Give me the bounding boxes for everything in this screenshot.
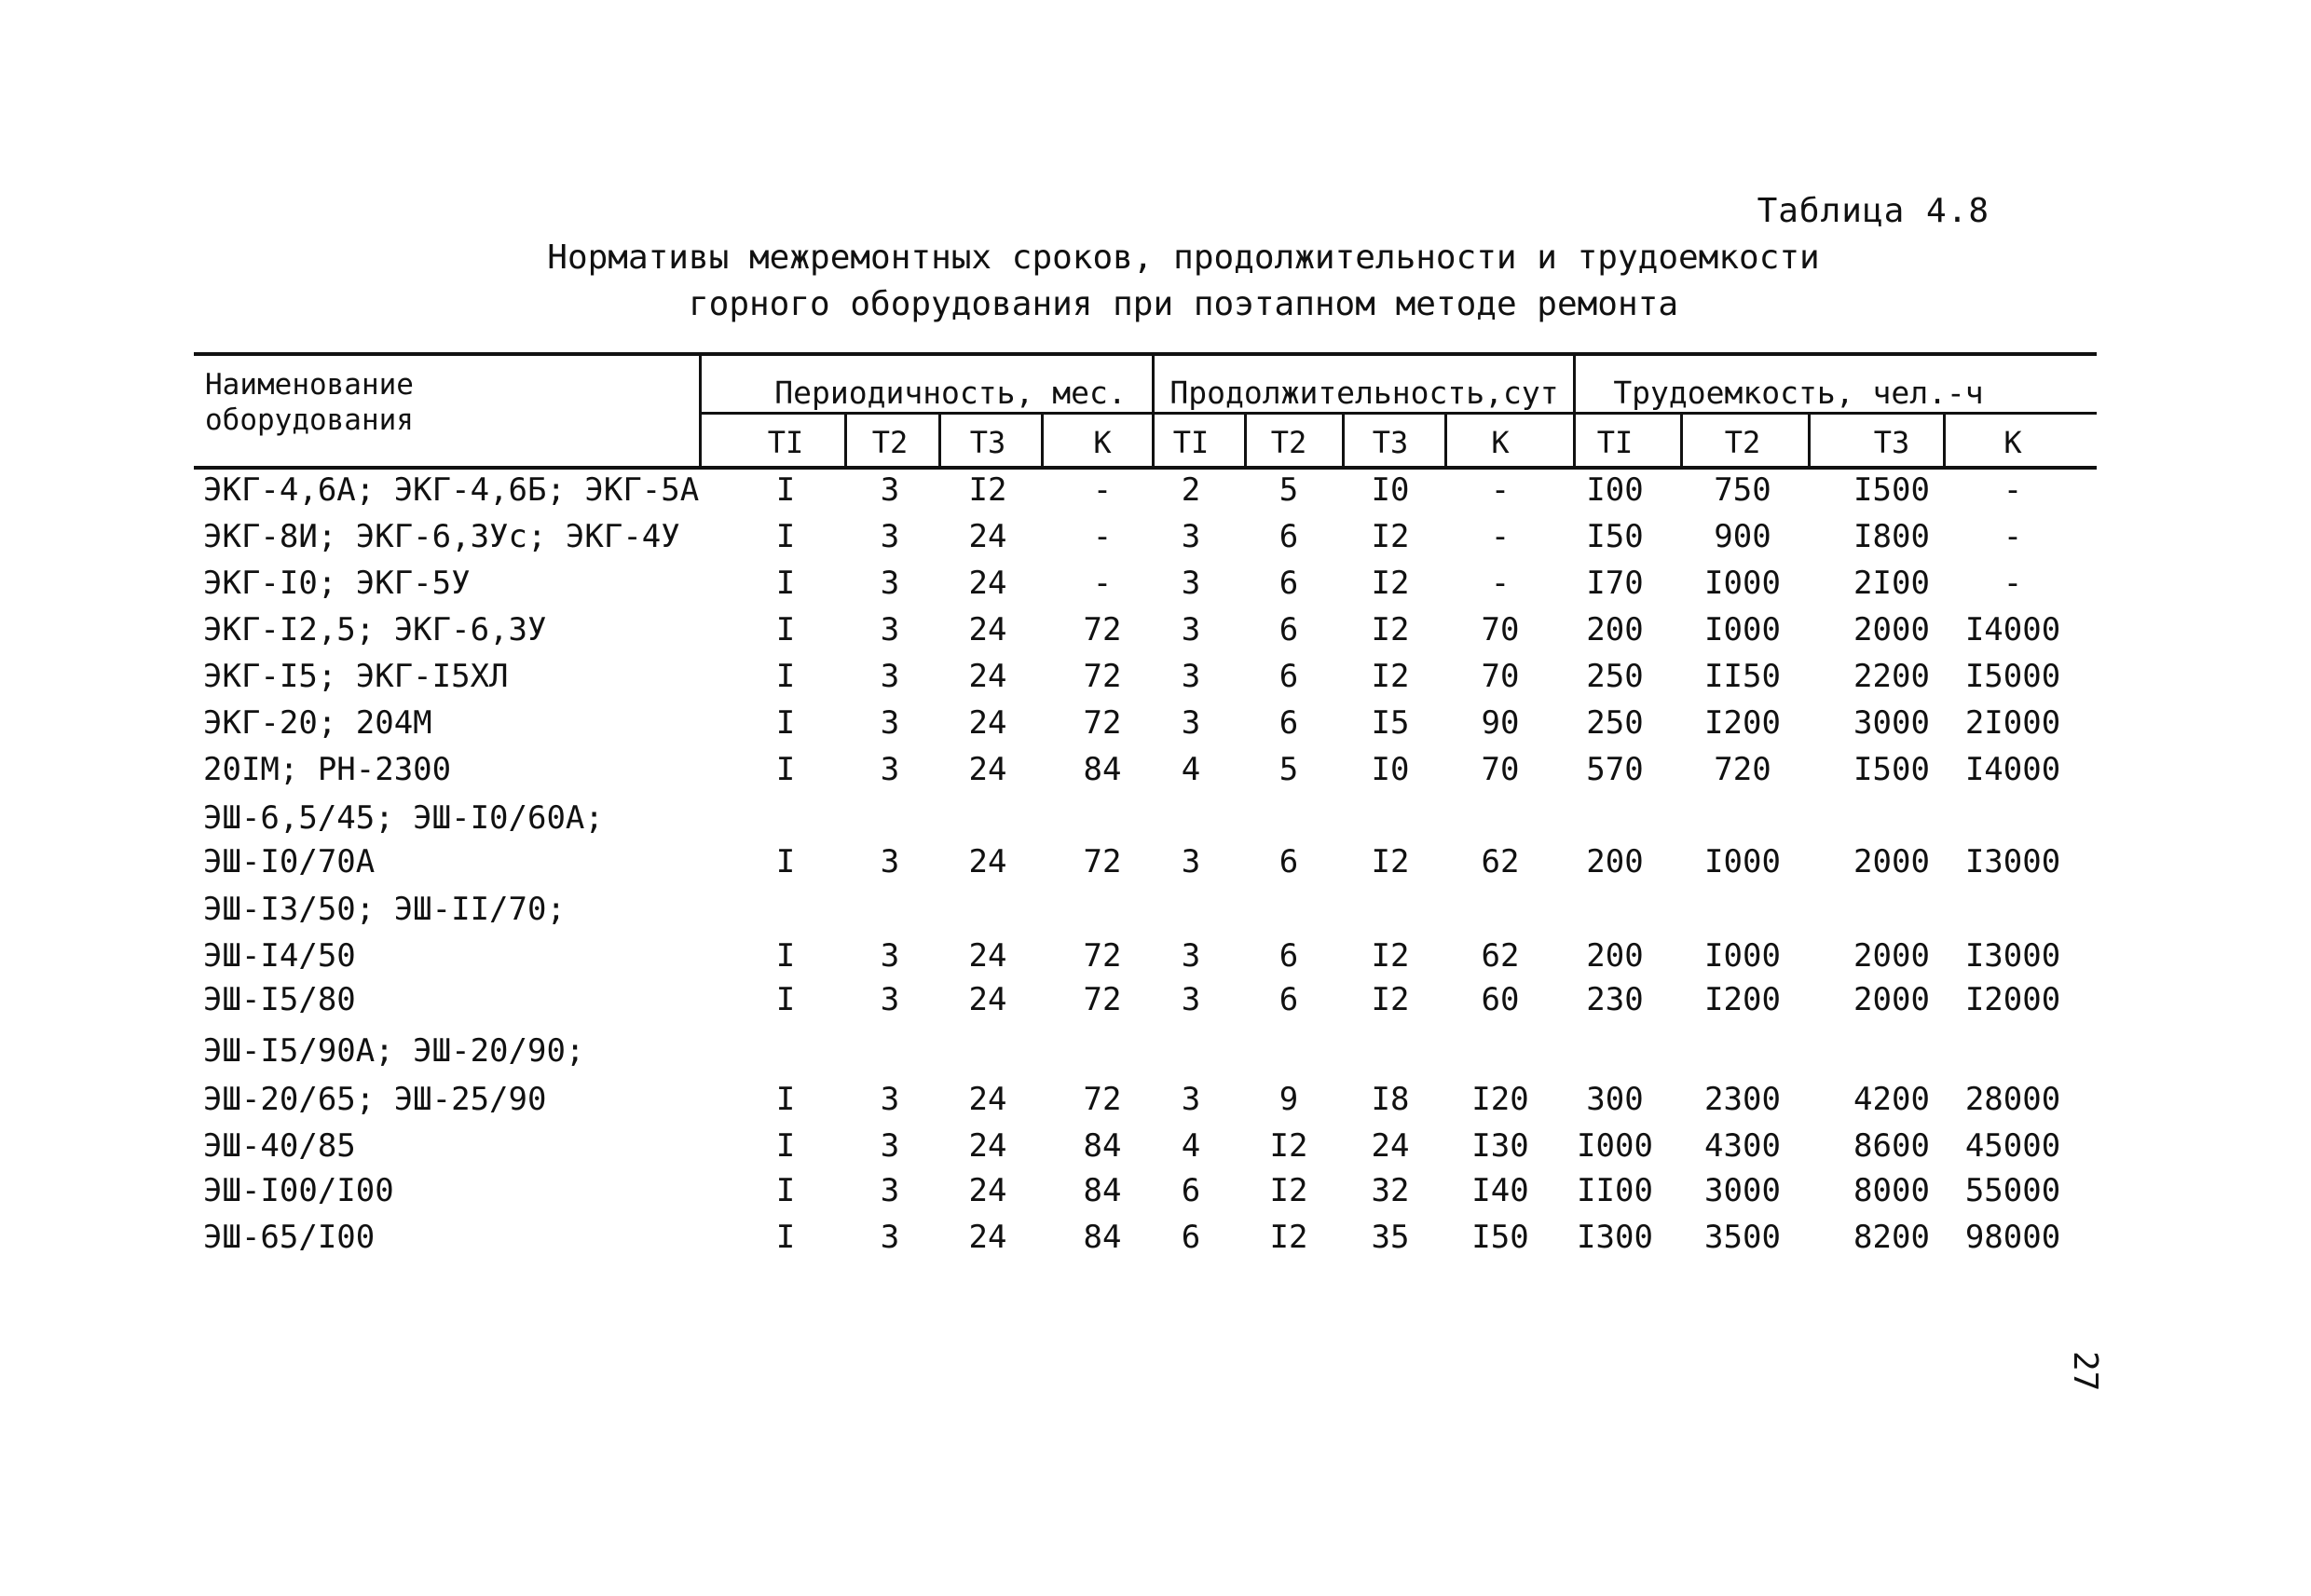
table-cell: 3000 bbox=[1704, 1172, 1781, 1209]
table-cell: 3 bbox=[880, 1081, 900, 1118]
table-row bbox=[0, 843, 2311, 890]
table-cell: 24 bbox=[968, 937, 1007, 975]
table-cell: 570 bbox=[1586, 751, 1644, 788]
table-cell: 4300 bbox=[1704, 1127, 1781, 1165]
table-cell: 3500 bbox=[1704, 1219, 1781, 1256]
table-cell: 24 bbox=[968, 611, 1007, 648]
table-cell: 60 bbox=[1481, 981, 1520, 1018]
equipment-name: ЭШ-I0/70А bbox=[203, 843, 376, 880]
table-cell: 6 bbox=[1279, 565, 1299, 602]
table-cell: I2 bbox=[1269, 1219, 1308, 1256]
table-cell: 6 bbox=[1279, 981, 1299, 1018]
table-cell: 3 bbox=[1181, 1081, 1201, 1118]
table-row bbox=[0, 981, 2311, 1028]
table-cell: 3 bbox=[880, 471, 900, 509]
table-cell: I3000 bbox=[1964, 843, 2061, 880]
table-cell: 84 bbox=[1083, 1127, 1122, 1165]
table-cell: 3 bbox=[880, 565, 900, 602]
table-cell: 6 bbox=[1181, 1172, 1201, 1209]
header-subcolumn: Т3 bbox=[969, 425, 1006, 460]
table-cell: I2 bbox=[1371, 658, 1410, 695]
table-cell: 62 bbox=[1481, 843, 1520, 880]
table-cell: 2000 bbox=[1853, 611, 1930, 648]
table-cell: I200 bbox=[1704, 981, 1781, 1018]
table-cell: - bbox=[1490, 565, 1511, 602]
table-cell: 3 bbox=[880, 937, 900, 975]
table-cell: I500 bbox=[1853, 751, 1930, 788]
table-cell: I bbox=[775, 751, 796, 788]
header-equipment-name bbox=[205, 367, 414, 438]
table-cell: 70 bbox=[1481, 751, 1520, 788]
equipment-name: 20IМ; РН-2300 bbox=[203, 751, 452, 788]
table-cell: 84 bbox=[1083, 1219, 1122, 1256]
table-cell: 24 bbox=[968, 1172, 1007, 1209]
table-cell: I bbox=[775, 704, 796, 742]
table-cell: I bbox=[775, 565, 796, 602]
header-subcolumn: ТI bbox=[1172, 425, 1210, 460]
header-divider bbox=[1573, 354, 1576, 468]
header-group-periodicity: Периодичность, мес. bbox=[774, 375, 1127, 411]
equipment-name: ЭШ-I5/80 bbox=[203, 981, 356, 1018]
equipment-name: ЭШ-40/85 bbox=[203, 1127, 356, 1165]
table-cell: 6 bbox=[1181, 1219, 1201, 1256]
table-cell: I5000 bbox=[1964, 658, 2061, 695]
equipment-name: ЭКГ-I0; ЭКГ-5У bbox=[203, 565, 471, 602]
table-cell: 2 bbox=[1181, 471, 1201, 509]
table-row bbox=[0, 611, 2311, 658]
table-cell: 24 bbox=[968, 518, 1007, 555]
table-cell: I4000 bbox=[1964, 751, 2061, 788]
table-cell: - bbox=[1490, 518, 1511, 555]
table-cell: 6 bbox=[1279, 704, 1299, 742]
table-row bbox=[0, 1081, 2311, 1127]
header-group-underline bbox=[701, 412, 2097, 415]
table-cell: 24 bbox=[968, 1081, 1007, 1118]
table-cell: 200 bbox=[1586, 611, 1644, 648]
table-cell: 6 bbox=[1279, 611, 1299, 648]
table-cell: 6 bbox=[1279, 843, 1299, 880]
table-cell: I bbox=[775, 611, 796, 648]
table-cell: 3 bbox=[1181, 843, 1201, 880]
table-cell: 3 bbox=[880, 1172, 900, 1209]
table-cell: I2 bbox=[1269, 1127, 1308, 1165]
header-divider bbox=[699, 354, 702, 468]
table-cell: 24 bbox=[968, 658, 1007, 695]
table-cell: 72 bbox=[1083, 981, 1122, 1018]
table-cell: 90 bbox=[1481, 704, 1520, 742]
table-cell: 6 bbox=[1279, 937, 1299, 975]
equipment-name: ЭШ-I4/50 bbox=[203, 937, 356, 975]
table-cell: 6 bbox=[1279, 518, 1299, 555]
header-divider bbox=[938, 414, 941, 468]
table-cell: I2 bbox=[1371, 518, 1410, 555]
table-cell: I4000 bbox=[1964, 611, 2061, 648]
table-cell: 72 bbox=[1083, 704, 1122, 742]
table-row bbox=[0, 518, 2311, 565]
table-cell: 8200 bbox=[1853, 1219, 1930, 1256]
table-number: Таблица 4.8 bbox=[1757, 192, 1990, 230]
table-cell: 3 bbox=[1181, 565, 1201, 602]
table-cell: I5 bbox=[1371, 704, 1410, 742]
table-cell: 2I00 bbox=[1853, 565, 1930, 602]
table-row bbox=[0, 891, 2311, 937]
table-cell: I2 bbox=[1371, 981, 1410, 1018]
table-row bbox=[0, 1032, 2311, 1079]
table-cell: 3 bbox=[880, 1219, 900, 1256]
table-row bbox=[0, 937, 2311, 984]
table-cell: - bbox=[1490, 471, 1511, 509]
table-cell: I500 bbox=[1853, 471, 1930, 509]
table-cell: 24 bbox=[968, 565, 1007, 602]
table-cell: 84 bbox=[1083, 1172, 1122, 1209]
table-cell: 24 bbox=[968, 704, 1007, 742]
table-cell: 72 bbox=[1083, 1081, 1122, 1118]
table-cell: - bbox=[2003, 471, 2023, 509]
header-subcolumn: Т3 bbox=[1873, 425, 1910, 460]
table-row bbox=[0, 565, 2311, 611]
equipment-name: ЭШ-I3/50; ЭШ-II/70; bbox=[203, 891, 566, 928]
header-subcolumn: Т2 bbox=[1724, 425, 1761, 460]
table-cell: I2 bbox=[1371, 843, 1410, 880]
table-cell: 230 bbox=[1586, 981, 1644, 1018]
table-cell: 3 bbox=[880, 611, 900, 648]
table-cell: 98000 bbox=[1964, 1219, 2061, 1256]
table-row bbox=[0, 658, 2311, 704]
header-subcolumn: К bbox=[1093, 425, 1112, 460]
table-cell: 24 bbox=[968, 751, 1007, 788]
table-cell: 5 bbox=[1279, 751, 1299, 788]
table-cell: 750 bbox=[1714, 471, 1771, 509]
table-cell: 72 bbox=[1083, 658, 1122, 695]
table-cell: 72 bbox=[1083, 937, 1122, 975]
table-row bbox=[0, 799, 2311, 846]
table-cell: 2000 bbox=[1853, 843, 1930, 880]
table-cell: 55000 bbox=[1964, 1172, 2061, 1209]
equipment-name: ЭКГ-4,6А; ЭКГ-4,6Б; ЭКГ-5А bbox=[203, 471, 700, 509]
table-cell: I30 bbox=[1471, 1127, 1529, 1165]
table-cell: 3 bbox=[880, 843, 900, 880]
equipment-name: ЭКГ-I5; ЭКГ-I5ХЛ bbox=[203, 658, 509, 695]
equipment-name: ЭКГ-I2,5; ЭКГ-6,3У bbox=[203, 611, 547, 648]
table-cell: 3 bbox=[1181, 704, 1201, 742]
table-cell: - bbox=[2003, 518, 2023, 555]
table-cell: 3 bbox=[880, 981, 900, 1018]
table-cell: I2 bbox=[968, 471, 1007, 509]
table-title-line-1: Нормативы межремонтных сроков, продолжительности и трудоемкости bbox=[547, 239, 1820, 277]
header-group-duration: Продолжительность,сут bbox=[1169, 375, 1559, 411]
table-row bbox=[0, 1219, 2311, 1265]
table-cell: 2000 bbox=[1853, 981, 1930, 1018]
table-cell: 9 bbox=[1279, 1081, 1299, 1118]
table-cell: I8 bbox=[1371, 1081, 1410, 1118]
header-divider bbox=[844, 414, 847, 468]
table-cell: II00 bbox=[1577, 1172, 1653, 1209]
table-cell: 28000 bbox=[1964, 1081, 2061, 1118]
equipment-name: ЭКГ-20; 204М bbox=[203, 704, 432, 742]
table-row bbox=[0, 751, 2311, 798]
header-name-line-1: Наименование bbox=[205, 368, 414, 402]
table-cell: 24 bbox=[968, 1127, 1007, 1165]
header-divider bbox=[1444, 414, 1447, 468]
table-cell: I000 bbox=[1704, 565, 1781, 602]
table-cell: I bbox=[775, 518, 796, 555]
table-cell: 72 bbox=[1083, 611, 1122, 648]
table-cell: II50 bbox=[1704, 658, 1781, 695]
table-cell: I bbox=[775, 1219, 796, 1256]
table-cell: 3 bbox=[880, 658, 900, 695]
table-cell: 200 bbox=[1586, 937, 1644, 975]
table-cell: 8600 bbox=[1853, 1127, 1930, 1165]
equipment-name: ЭШ-6,5/45; ЭШ-I0/60А; bbox=[203, 799, 604, 837]
table-cell: I bbox=[775, 843, 796, 880]
table-cell: 250 bbox=[1586, 658, 1644, 695]
equipment-name: ЭКГ-8И; ЭКГ-6,3Ус; ЭКГ-4У bbox=[203, 518, 680, 555]
table-cell: 45000 bbox=[1964, 1127, 2061, 1165]
table-cell: 24 bbox=[968, 1219, 1007, 1256]
table-cell: 3 bbox=[1181, 518, 1201, 555]
header-group-labor: Трудоемкость, чел.-ч bbox=[1613, 375, 1984, 411]
table-cell: I2 bbox=[1371, 611, 1410, 648]
table-cell: I000 bbox=[1704, 843, 1781, 880]
table-cell: I bbox=[775, 658, 796, 695]
table-cell: I20 bbox=[1471, 1081, 1529, 1118]
table-cell: 2I000 bbox=[1964, 704, 2061, 742]
table-cell: 3 bbox=[880, 704, 900, 742]
table-cell: 250 bbox=[1586, 704, 1644, 742]
table-cell: I000 bbox=[1704, 611, 1781, 648]
table-cell: 8000 bbox=[1853, 1172, 1930, 1209]
table-cell: I00 bbox=[1586, 471, 1644, 509]
table-row bbox=[0, 471, 2311, 518]
table-cell: I50 bbox=[1471, 1219, 1529, 1256]
header-divider bbox=[1808, 414, 1811, 468]
table-cell: 70 bbox=[1481, 658, 1520, 695]
table-cell: I bbox=[775, 1172, 796, 1209]
table-cell: I2 bbox=[1269, 1172, 1308, 1209]
table-row bbox=[0, 1127, 2311, 1174]
table-cell: I2 bbox=[1371, 937, 1410, 975]
table-cell: 3 bbox=[1181, 937, 1201, 975]
header-subcolumn: Т3 bbox=[1372, 425, 1409, 460]
table-cell: 2200 bbox=[1853, 658, 1930, 695]
header-divider bbox=[1244, 414, 1247, 468]
table-cell: I bbox=[775, 1081, 796, 1118]
table-cell: 3 bbox=[1181, 658, 1201, 695]
table-cell: 3000 bbox=[1853, 704, 1930, 742]
table-cell: 6 bbox=[1279, 658, 1299, 695]
table-row bbox=[0, 704, 2311, 751]
header-subcolumn: ТI bbox=[1596, 425, 1634, 460]
table-cell: I200 bbox=[1704, 704, 1781, 742]
table-row bbox=[0, 1172, 2311, 1219]
table-cell: I50 bbox=[1586, 518, 1644, 555]
table-cell: 3 bbox=[1181, 611, 1201, 648]
table-cell: 4200 bbox=[1853, 1081, 1930, 1118]
table-cell: I300 bbox=[1577, 1219, 1653, 1256]
table-cell: 300 bbox=[1586, 1081, 1644, 1118]
header-subcolumn: Т2 bbox=[1270, 425, 1307, 460]
table-cell: 3 bbox=[880, 1127, 900, 1165]
header-divider bbox=[1943, 414, 1946, 468]
page-number: 27 bbox=[2066, 1351, 2104, 1392]
table-cell: I40 bbox=[1471, 1172, 1529, 1209]
header-name-line-2: оборудования bbox=[205, 403, 414, 437]
header-subcolumn: К bbox=[2003, 425, 2022, 460]
equipment-name: ЭШ-20/65; ЭШ-25/90 bbox=[203, 1081, 547, 1118]
table-cell: I2 bbox=[1371, 565, 1410, 602]
table-cell: 32 bbox=[1371, 1172, 1410, 1209]
table-cell: 24 bbox=[1371, 1127, 1410, 1165]
table-cell: 2000 bbox=[1853, 937, 1930, 975]
table-cell: I2000 bbox=[1964, 981, 2061, 1018]
table-cell: 24 bbox=[968, 843, 1007, 880]
header-divider bbox=[1680, 414, 1683, 468]
table-cell: 2300 bbox=[1704, 1081, 1781, 1118]
header-subcolumn: К bbox=[1491, 425, 1510, 460]
table-cell: 4 bbox=[1181, 751, 1201, 788]
table-cell: I70 bbox=[1586, 565, 1644, 602]
equipment-name: ЭШ-65/I00 bbox=[203, 1219, 376, 1256]
table-cell: 62 bbox=[1481, 937, 1520, 975]
table-title-line-2: горного оборудования при поэтапном методе ремонта bbox=[688, 285, 1679, 323]
table-cell: - bbox=[1092, 518, 1113, 555]
table-cell: I800 bbox=[1853, 518, 1930, 555]
table-cell: 4 bbox=[1181, 1127, 1201, 1165]
table-cell: 900 bbox=[1714, 518, 1771, 555]
table-cell: - bbox=[2003, 565, 2023, 602]
table-cell: 3 bbox=[1181, 981, 1201, 1018]
equipment-name: ЭШ-I5/90А; ЭШ-20/90; bbox=[203, 1032, 585, 1070]
table-cell: 70 bbox=[1481, 611, 1520, 648]
table-cell: I0 bbox=[1371, 471, 1410, 509]
table-cell: I bbox=[775, 937, 796, 975]
table-cell: I3000 bbox=[1964, 937, 2061, 975]
table-cell: I bbox=[775, 1127, 796, 1165]
table-cell: 24 bbox=[968, 981, 1007, 1018]
table-cell: 3 bbox=[880, 751, 900, 788]
header-divider bbox=[1041, 414, 1044, 468]
table-cell: I000 bbox=[1704, 937, 1781, 975]
table-cell: - bbox=[1092, 565, 1113, 602]
equipment-name: ЭШ-I00/I00 bbox=[203, 1172, 394, 1209]
table-cell: I000 bbox=[1577, 1127, 1653, 1165]
table-cell: 720 bbox=[1714, 751, 1771, 788]
header-divider bbox=[1342, 414, 1345, 468]
header-subcolumn: Т2 bbox=[871, 425, 909, 460]
table-cell: I bbox=[775, 471, 796, 509]
table-cell: 72 bbox=[1083, 843, 1122, 880]
table-cell: 84 bbox=[1083, 751, 1122, 788]
table-cell: I bbox=[775, 981, 796, 1018]
table-cell: 3 bbox=[880, 518, 900, 555]
table-cell: 35 bbox=[1371, 1219, 1410, 1256]
table-cell: 200 bbox=[1586, 843, 1644, 880]
table-header-bottom-rule bbox=[194, 466, 2097, 470]
table-cell: I0 bbox=[1371, 751, 1410, 788]
table-cell: 5 bbox=[1279, 471, 1299, 509]
header-subcolumn: ТI bbox=[767, 425, 804, 460]
table-top-rule bbox=[194, 352, 2097, 356]
table-cell: - bbox=[1092, 471, 1113, 509]
